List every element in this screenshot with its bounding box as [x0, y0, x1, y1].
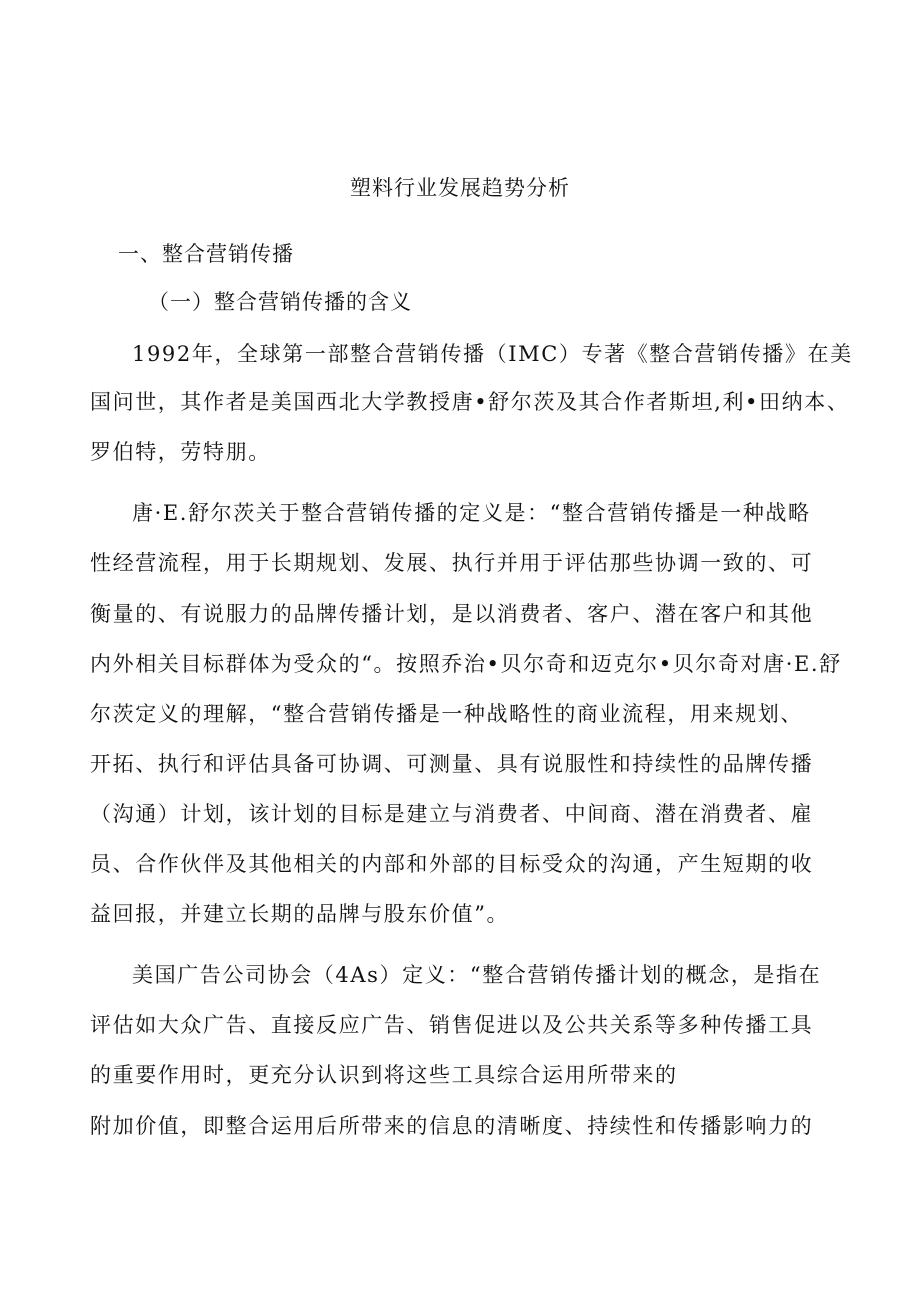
paragraph-2-line-8: 员、合作伙伴及其他相关的内部和外部的目标受众的沟通，产生短期的收 — [90, 852, 814, 876]
paragraph-3-line-3: 的重要作用时，更充分认识到将这些工具综合运用所带来的 — [90, 1063, 678, 1087]
paragraph-1-line-2: 国问世，其作者是美国西北大学教授唐•舒尔茨及其合作者斯坦,利•田纳本、 — [90, 390, 850, 414]
paragraph-2-line-7: （沟通）计划，该计划的目标是建立与消费者、中间商、潜在消费者、雇 — [90, 802, 814, 826]
paragraph-2-line-9: 益回报，并建立长期的品牌与股东价值”。 — [90, 902, 510, 926]
paragraph-3-line-1: 美国广告公司协会（4As）定义：“整合营销传播计划的概念，是指在 — [132, 963, 822, 987]
subsection-heading: （一）整合营销传播的含义 — [148, 290, 412, 314]
document-title: 塑料行业发展趋势分析 — [350, 176, 570, 200]
paragraph-2-line-1: 唐·E.舒尔茨关于整合营销传播的定义是：“整合营销传播是一种战略 — [132, 501, 811, 525]
paragraph-3-line-2: 评估如大众广告、直接反应广告、销售促进以及公共关系等多种传播工具 — [90, 1013, 814, 1037]
paragraph-4-line-1: 附加价值，即整合运用后所带来的信息的清晰度、持续性和传播影响力的 — [90, 1114, 814, 1138]
paragraph-2-line-2: 性经营流程，用于长期规划、发展、执行并用于评估那些协调一致的、可 — [90, 551, 814, 575]
paragraph-2-line-6: 开拓、执行和评估具备可协调、可测量、具有说服性和持续性的品牌传播 — [90, 752, 814, 776]
paragraph-1-line-1: 1992年，全球第一部整合营销传播（IMC）专著《整合营销传播》在美 — [132, 342, 853, 366]
paragraph-2-line-5: 尔茨定义的理解，“整合营销传播是一种战略性的商业流程，用来规划、 — [90, 702, 803, 726]
paragraph-2-line-4: 内外相关目标群体为受众的“。按照乔治•贝尔奇和迈克尔•贝尔奇对唐·E.舒 — [90, 652, 842, 676]
section-heading: 一、整合营销传播 — [118, 242, 294, 266]
paragraph-2-line-3: 衡量的、有说服力的品牌传播计划，是以消费者、客户、潜在客户和其他 — [90, 602, 814, 626]
paragraph-1-line-3: 罗伯特，劳特朋。 — [90, 440, 271, 464]
